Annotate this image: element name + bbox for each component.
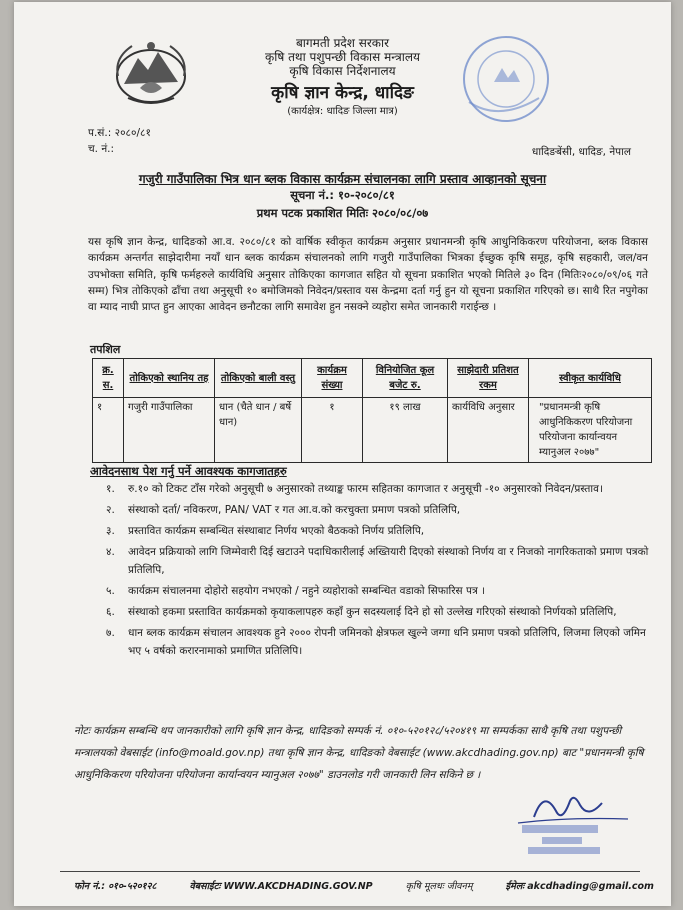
ministry-name: कृषि तथा पशुपन्छी विकास मन्त्रालय xyxy=(265,50,420,64)
col-partnership: साझेदारी प्रतिशत रकम xyxy=(448,359,529,398)
jurisdiction: (कार्यक्षेत्र: धादिङ जिल्ला मात्र) xyxy=(287,106,398,117)
gov-name: बागमती प्रदेश सरकार xyxy=(295,36,390,50)
directorate-name: कृषि विकास निर्देशनालय xyxy=(289,64,396,78)
col-budget: विनियोजित कूल बजेट रु. xyxy=(363,359,448,398)
office-name: कृषि ज्ञान केन्द्र, धादिङ xyxy=(271,83,414,103)
col-program-count: कार्यक्रम संख्या xyxy=(302,359,363,398)
office-address: धादिङबेंसी, धादिङ, नेपाल xyxy=(531,146,631,158)
col-procedure: स्वीकृत कार्यविधि xyxy=(529,359,652,398)
list-item: ४. आवेदन प्रक्रियाको लागि जिम्मेवारी दिई खटाउने पदाधिकारीलाई अख्तियारी दिएको संस्थाको निर्णय वा र निजको नागरिकताको प्रमाण पत्रको प्रतिलिपि, xyxy=(106,546,649,576)
documents-title: आवेदनसाथ पेश गर्नु पर्ने आवश्यक कागजातहरु xyxy=(90,464,287,478)
list-item: ५. कार्यक्रम संचालनमा दोहोरो सहयोग नभएको / नहुने व्यहोराको सम्बन्धित वडाको सिफारिस पत्र । xyxy=(106,585,486,597)
cell-sn: १ xyxy=(93,398,124,463)
cell-partnership: कार्यविधि अनुसार xyxy=(448,398,529,463)
list-item: १. रु.१० को टिकट टाँस गरेको अनुसूची ७ अनुसारको तथ्याङ्क फारम सहितका कागजात र अनुसूची -१० अनुसारको निवेदन/प्रस्ताव। xyxy=(106,483,603,495)
signature-stamp-icon xyxy=(514,787,634,857)
publication-date: प्रथम पटक प्रकाशित मितिः २०८०/०८/०७ xyxy=(256,206,429,220)
list-item: ७. धान ब्लक कार्यक्रम संचालन आवश्यक हुने २००० रोपनी जमिनको क्षेत्रफल खुल्ने जग्गा धनि प्रमाण पत्रको प्रतिलिपि, लिजमा लिएको जमिन भए ५ वर्षको करारनामाको प्रमाणित प्रतिलिपि। xyxy=(106,627,646,657)
footer-motto: कृषि मूलधः जीवनम् xyxy=(405,881,473,892)
footer xyxy=(74,879,654,892)
cell-budget: १९ लाख xyxy=(363,398,448,463)
col-crop: तोकिएको बाली वस्तु xyxy=(215,359,302,398)
list-item: ६. संस्थाको हकमा प्रस्तावित कार्यक्रमको कृयाकलापहरु कहाँ कुन सदस्यलाई दिने हो सो उल्लेख गरिएको संस्थाको निर्णयको प्रतिलिपि, xyxy=(106,606,617,618)
col-local-level: तोकिएको स्थानिय तह xyxy=(124,359,215,398)
notice-subject: गजुरी गाउँपालिका भित्र धान ब्लक विकास कार्यक्रम संचालनका लागि प्रस्ताव आव्हानको सूचना xyxy=(138,172,547,186)
table-caption: तपशिल xyxy=(90,343,121,356)
table-row xyxy=(93,398,652,463)
contact-note: नोटः कार्यक्रम सम्बन्धि थप जानकारीको लागि कृषि ज्ञान केन्द्र, धादिङको सम्पर्क नं. ०१०-५२०१२८/५२०४१९ मा सम्पर्कका साथै कृषि तथा पशुपन्छी मन्त्रालयको वेबसाईट (info@moald.gov.np) तथा कृषि ज्ञान केन्द्र, धादिङको वेबसाईट (www.akcdhading.gov.np) बाट "प्रधानमन्त्री कृषि आधुनिकिकरण परियोजना परियोजना कार्यान्वयन म्यानुअल २०७७" डाउनलोड गरी जानकारी लिन सकिने छ । xyxy=(74,725,644,781)
cell-procedure: "प्रधानमन्त्री कृषि आधुनिकिकरण परियोजना परियोजना कार्यान्वयन म्यानुअल २०७७" xyxy=(529,398,652,463)
documents-list xyxy=(106,480,654,663)
footer-website: वेबसाईटः WWW.AKCDHADING.GOV.NP xyxy=(189,881,373,892)
details-table xyxy=(92,358,652,463)
list-item: ३. प्रस्तावित कार्यक्रम सम्बन्धित संस्थाबाट निर्णय भएको बैठकको निर्णय प्रतिलिपि, xyxy=(106,525,425,537)
col-sn: क्र. स. xyxy=(93,359,124,398)
cell-local-level: गजुरी गाउँपालिका xyxy=(124,398,215,463)
footer-phone: फोन नं.: ०१०-५२०१२८ xyxy=(74,881,157,892)
notice-document xyxy=(14,2,671,906)
table-header-row xyxy=(93,359,652,398)
notice-body: यस कृषि ज्ञान केन्द्र, धादिङको आ.व. २०८०/८१ को वार्षिक स्वीकृत कार्यक्रम अनुसार प्रधानमन्त्री कृषि आधुनिकिकरण परियोजना, ब्लक विकास कार्यक्रम अन्तर्गत साझेदारीमा नयाँ धान ब्लक कार्यक्रम संचालनको लागि गजुरी गाउँपालिका भित्रका ईच्छुक कृषि समूह, कृषि सहकारी, जल/वन उपभोक्ता समिति, कृषि फर्महरुले कार्यविधि अनुसार तोकिएका कागजात सहित यो सूचना प्रकाशित भएको मितिले ३० दिन (मितिः२०८०/०९/०६ गते सम्म) भित्र तोकिएको ढाँचा तथा अनुसूची १० बमोजिमको निवेदन/प्रस्ताव यस केन्द्रमा दर्ता गर्नु हुन यो सूचना प्रकाशित गरिएको छ। साथै रित नपुगेका वा म्याद नाघी प्राप्त हुन आएका आवेदन छनौटका लागि समावेश हुन नसक्ने व्यहोरा समेत जानकारी गराईन्छ । xyxy=(88,236,648,314)
list-item: २. संस्थाको दर्ता/ नविकरण, PAN/ VAT र गत आ.व.को करचुक्ता प्रमाण पत्रको प्रतिलिपि, xyxy=(106,504,461,516)
notice-number: सूचना नं.: १०-२०८०/८१ xyxy=(290,188,395,202)
cell-crop: धान (चैते धान / बर्षे धान) xyxy=(215,398,302,463)
footer-email: ईमेलः akcdhading@gmail.com xyxy=(505,881,654,892)
footer-divider xyxy=(60,871,640,872)
dispatch-number: च. नं.: xyxy=(88,143,115,155)
cell-program-count: १ xyxy=(302,398,363,463)
reference-number: प.सं.: २०८०/८१ xyxy=(88,127,151,139)
